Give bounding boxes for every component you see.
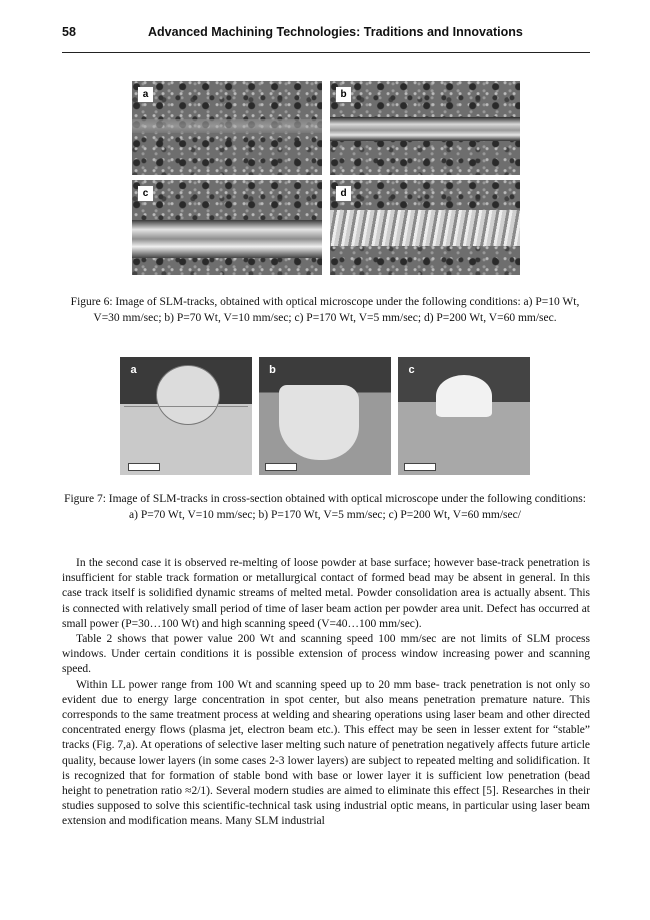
page-number: 58	[62, 25, 76, 39]
figure-6-label-b: b	[336, 87, 351, 102]
figure-6-panel-b	[330, 81, 520, 175]
page-header	[62, 22, 590, 53]
running-title: Advanced Machining Technologies: Traditions and Innovations	[148, 25, 523, 39]
figure-7-caption: Figure 7: Image of SLM-tracks in cross-section obtained with optical microscope under the following conditions: a) P=70 Wt, V=10 mm/sec; b) P=170 Wt, V=5 mm/sec; c) P=200 Wt, V=60 mm/sec/	[64, 493, 586, 521]
figure-6-caption: Figure 6: Image of SLM-tracks, obtained with optical microscope under the following conditions: a) P=10 Wt, V=30 mm/sec; b) P=70 Wt, V=10 mm/sec; c) P=170 Wt, V=5 mm/sec; d) P=200 Wt, V=60 mm/sec.	[70, 296, 580, 324]
figure-6-label-d: d	[336, 186, 351, 201]
figure-7-panel-a	[120, 357, 252, 475]
figure-6-label-a: a	[138, 87, 153, 102]
body-text	[62, 556, 590, 830]
figure-7-panel-b	[259, 357, 391, 475]
paragraph: Table 2 shows that power value 200 Wt and scanning speed 100 mm/sec are not limits of SLM process windows. Under certain conditions it is possible extension of process window increasing power and scanning speed.	[62, 633, 590, 676]
figure-7-panel-c	[398, 357, 530, 475]
figure-6-panel-c	[132, 180, 322, 275]
figure-7-label-a: a	[130, 364, 137, 376]
figure-7-label-b: b	[269, 364, 276, 376]
figure-6-panel-d	[330, 180, 520, 275]
figure-7-label-c: c	[408, 364, 415, 376]
paragraph: Within LL power range from 100 Wt and scanning speed up to 20 mm base- track penetration is not only so evident due to energy large concentration in spot center, but also means penetration premature nature. This corresponds to the same treatment process at welding and shearing operations using laser beam and other directed concentrated energy flows (plasma jet, electron beam etc.). This effect may be seen in lesser extent for “stable” tracks (Fig. 7,a). At operations of selective laser melting such nature of penetration negatively affects future article quality, because lower layers (in some cases 2-3 lower layers) are subject to repeated melting and solidification. It is recognized that for formation of stable bond with base or lower layer it is sufficient low penetration (bead height to penetration ratio ≈2/1). Several modern studies are aimed to eliminate this effect [5]. Researches in their studies supposed to solve this scientific-technical task using industrial optic means, in particular using laser beam extension and modification means. Many SLM industrial	[62, 678, 590, 828]
paragraph: In the second case it is observed re-melting of loose powder at base surface; however base-track penetration is insufficient for stable track formation or metallurgical contact of formed bead may be absent in general. In this case track itself is solidified dynamic streams of melted metal. Powder consolidation area is actually absent. This is connected with relatively small period of time of laser beam action per powder area unit. Defect has occurred at small power (P=30…100 Wt) and high scanning speed (V=40…100 mm/sec).	[62, 557, 590, 630]
figure-6-panel-a	[132, 81, 322, 175]
figure-6-label-c: c	[138, 186, 153, 201]
